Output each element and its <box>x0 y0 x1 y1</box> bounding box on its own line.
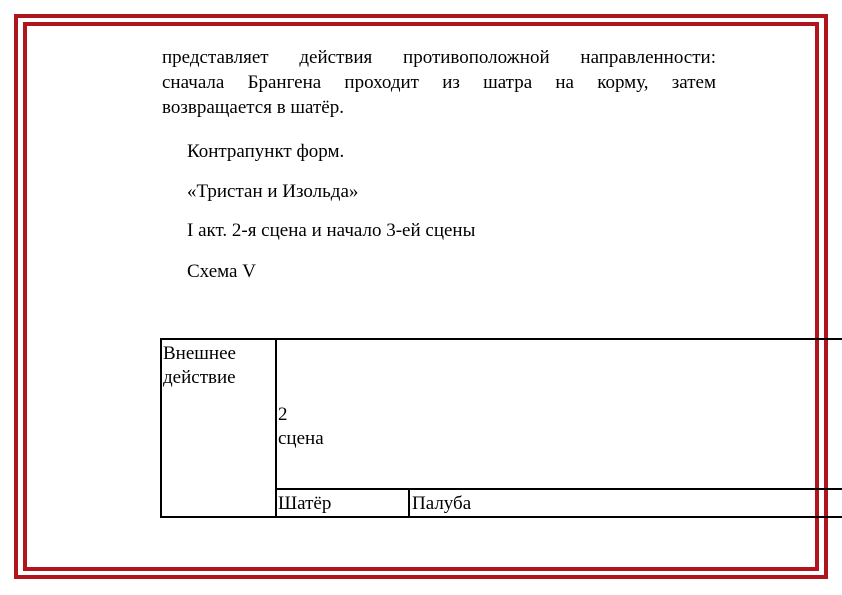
table-divider <box>275 488 842 490</box>
table-border-left <box>160 338 162 518</box>
place-deck: Палуба <box>412 493 472 514</box>
table-border-bottom <box>160 516 842 518</box>
row-header-external-action: Внешнее действие <box>163 343 236 388</box>
paragraph-line: представляет действия противоположной направленности: <box>162 47 716 68</box>
heading-counterpoint: Контрапункт форм. <box>187 141 345 162</box>
table-column-divider <box>275 338 277 518</box>
paragraph-line: возвращается в шатёр. <box>162 97 344 118</box>
paragraph-line: сначала Брангена проходит из шатра на корму, затем <box>162 72 716 93</box>
body-paragraph <box>162 45 716 120</box>
table-place-divider <box>408 488 410 518</box>
heading-scheme: Схема V <box>187 261 256 282</box>
heading-act-scene: I акт. 2-я сцена и начало 3-ей сцены <box>187 220 476 241</box>
heading-opera-title: «Тристан и Изольда» <box>187 181 359 202</box>
table-border-top <box>160 338 842 340</box>
place-tent: Шатёр <box>278 493 332 514</box>
scene-label: 2 сцена <box>278 404 324 449</box>
